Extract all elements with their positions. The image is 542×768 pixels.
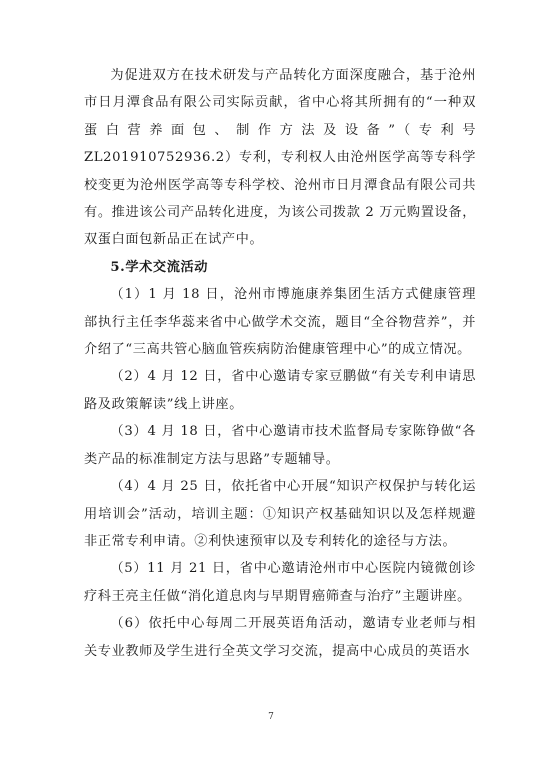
activity-item-4: （4）4 月 25 日，依托省中心开展“知识产权保护与转化运用培训会”活动，培训主题：①知识产权基础知识以及怎样规避非正常专利申请。②利快速预审以及专利转化的途径与方法。: [84, 479, 476, 549]
activity-item-1: （1）1 月 18 日，沧州市博施康养集团生活方式健康管理部执行主任李华蕊来省中心做学术交流，题目“全谷物营养”，并介绍了“三高共管心脑血管疾病防治健康管理中心”的成立情况。: [84, 287, 476, 358]
intro-paragraph: 为促进双方在技术研发与产品转化方面深度融合，基于沧州市日月潭食品有限公司实际贡献，省中心将其所拥有的“一种双蛋白营养面包、制作方法及设备”（专利号 ZL201910752936.2）专利，专利权人由沧州医学高等专科学校变更为沧州医学高等专科学校、沧州市日月潭食品有限公司共有。推进该公司产品转化进度，为该公司拨款 2 万元购置设备，双蛋白面包新品正在试产中。: [84, 68, 476, 248]
page-number: 7: [268, 712, 274, 722]
activity-item-2: （2）4 月 12 日，省中心邀请专家豆鹏做“有关专利申请思路及政策解读”线上讲座。: [84, 369, 476, 412]
activity-item-3: （3）4 月 18 日，省中心邀请市技术监督局专家陈铮做“各类产品的标准制定方法与思路”专题辅导。: [84, 424, 476, 467]
document-body: [84, 62, 476, 665]
activity-item-6: （6）依托中心每周二开展英语角活动，邀请专业老师与相关专业教师及学生进行全英文学习交流，提高中心成员的英语水: [84, 616, 476, 659]
section-heading: 5.学术交流活动: [110, 259, 209, 275]
activity-item-5: （5）11 月 21 日，省中心邀请沧州市中心医院内镜微创诊疗科王亮主任做“消化道息肉与早期胃癌筛查与治疗”主题讲座。: [84, 561, 476, 604]
